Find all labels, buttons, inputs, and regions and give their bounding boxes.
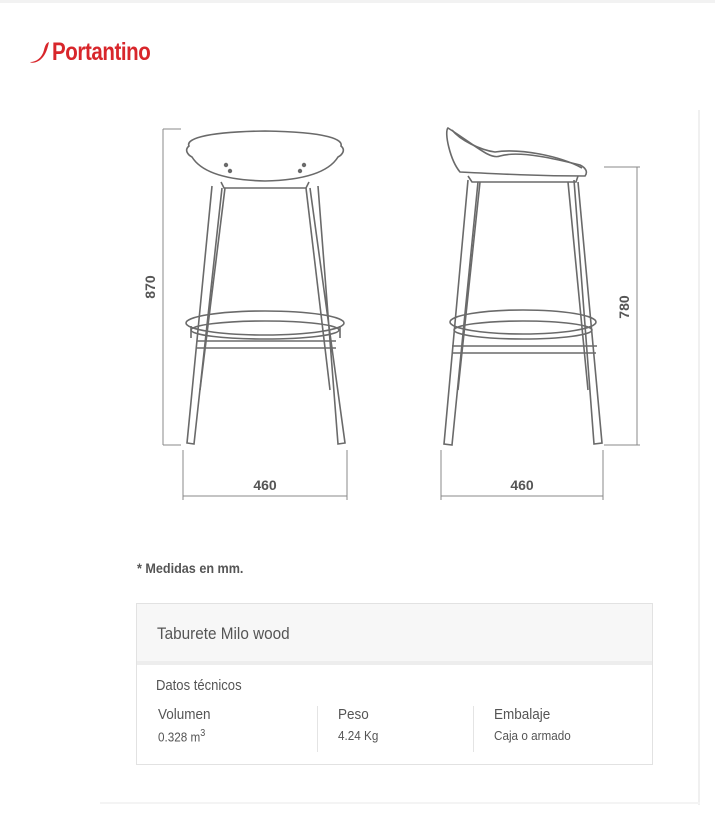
side-seat-height-label: 780 bbox=[616, 295, 632, 319]
front-view-stool bbox=[186, 131, 345, 444]
spec-volume bbox=[158, 706, 318, 752]
front-height-label: 870 bbox=[142, 275, 158, 299]
front-seat-holes bbox=[224, 163, 306, 173]
spec-value: Caja o armado bbox=[494, 728, 571, 743]
spec-label: Embalaje bbox=[494, 706, 551, 723]
side-view-stool bbox=[444, 128, 602, 445]
section-title: Datos técnicos bbox=[156, 678, 242, 694]
product-spec-card bbox=[136, 603, 653, 765]
side-width-label: 460 bbox=[510, 477, 534, 493]
front-width-label: 460 bbox=[253, 477, 277, 493]
product-header bbox=[137, 604, 652, 665]
spec-label: Volumen bbox=[158, 706, 211, 723]
brand-name: Portantino bbox=[52, 38, 151, 66]
spec-value: 4.24 Kg bbox=[338, 728, 379, 743]
spec-label: Peso bbox=[338, 706, 369, 723]
product-title: Taburete Milo wood bbox=[157, 624, 290, 643]
spec-weight bbox=[317, 706, 493, 752]
spec-value: 0.328 $m^3$ bbox=[158, 728, 206, 745]
spec-packaging bbox=[473, 706, 649, 752]
measurement-note: * Medidas en mm. bbox=[137, 560, 244, 576]
